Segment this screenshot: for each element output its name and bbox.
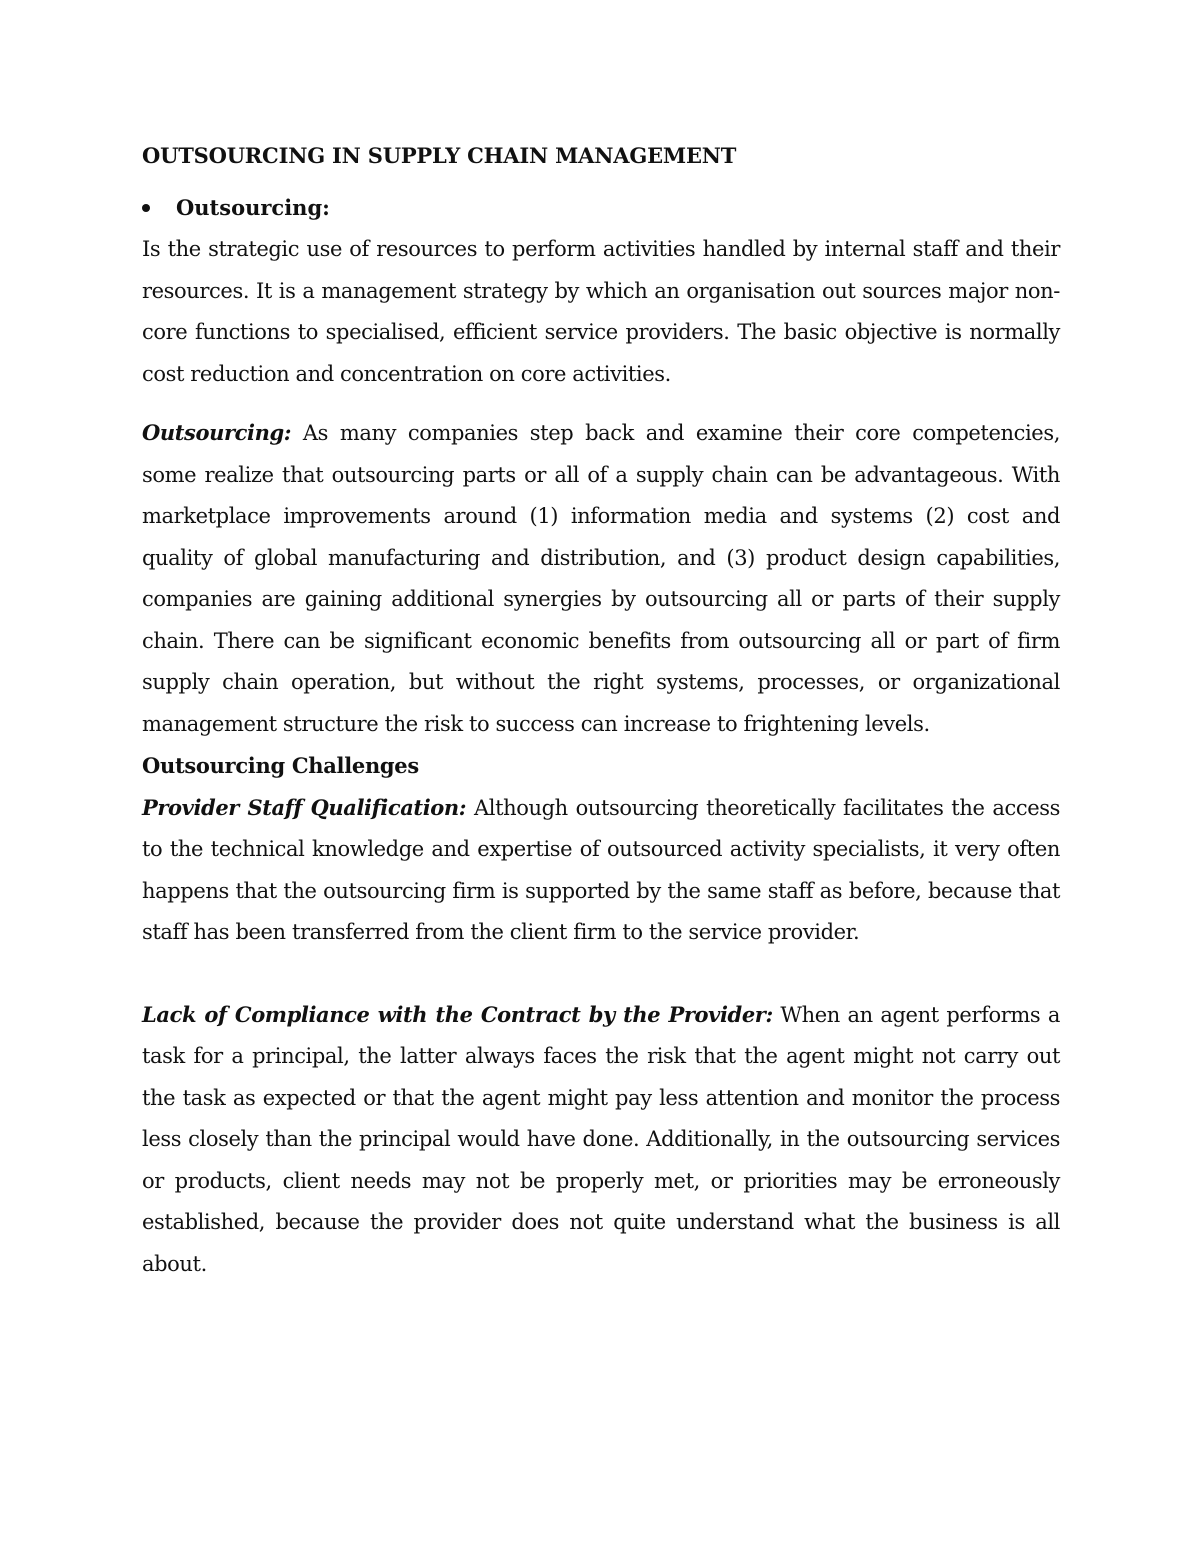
bullet-term: Outsourcing:: [176, 195, 330, 220]
section-paragraph-outsourcing: [142, 412, 1060, 745]
bullet-item-outsourcing: [142, 192, 1060, 224]
challenge-lead-contract-compliance: Lack of Compliance with the Contract by the Provider:: [142, 1001, 773, 1027]
document-page: [142, 140, 1060, 1285]
document-title: OUTSOURCING IN SUPPLY CHAIN MANAGEMENT: [142, 143, 737, 168]
bullet-icon: [142, 204, 150, 212]
challenge-paragraph-contract-compliance: [142, 994, 1060, 1286]
challenge-body-contract-compliance: When an agent performs a task for a principal, the latter always faces the risk that the agent might not carry out the task as expected or that the agent might pay less attention and monitor the process less closely than the principal would have done. Additionally, in the outsourcing services or products, client needs may not be properly met, or priorities may be erroneously established, because the provider does not quite understand what the business is all about.: [142, 1002, 1060, 1276]
definition-paragraph: Is the strategic use of resources to perform activities handled by internal staff and their resources. It is a management strategy by which an organisation out sources major non-core functions to specialised, efficient service providers. The basic objective is normally cost reduction and concentration on core activities.: [142, 237, 1060, 386]
challenge-body-staff-qualification: Although outsourcing theoretically facilitates the access to the technical knowledge and expertise of outsourced activity specialists, it very often happens that the outsourcing firm is supported by the same staff as before, because that staff has been transferred from the client firm to the service provider.: [142, 795, 1060, 944]
challenge-lead-staff-qualification: Provider Staff Qualification:: [142, 794, 467, 820]
challenges-heading: Outsourcing Challenges: [142, 753, 419, 778]
challenge-paragraph-staff-qualification: [142, 787, 1060, 954]
section-lead-outsourcing: Outsourcing:: [142, 420, 292, 445]
section-body-outsourcing: As many companies step back and examine their core competencies, some realize that outsourcing parts or all of a supply chain can be advantageous. With marketplace improvements around (1) information media and systems (2) cost and quality of global manufacturing and distribution, and (3) product design capabilities, companies are gaining additional synergies by outsourcing all or parts of their supply chain. There can be significant economic benefits from outsourcing all or part of firm supply chain operation, but without the right systems, processes, or organizational management structure the risk to success can increase to frightening levels.: [142, 421, 1060, 736]
